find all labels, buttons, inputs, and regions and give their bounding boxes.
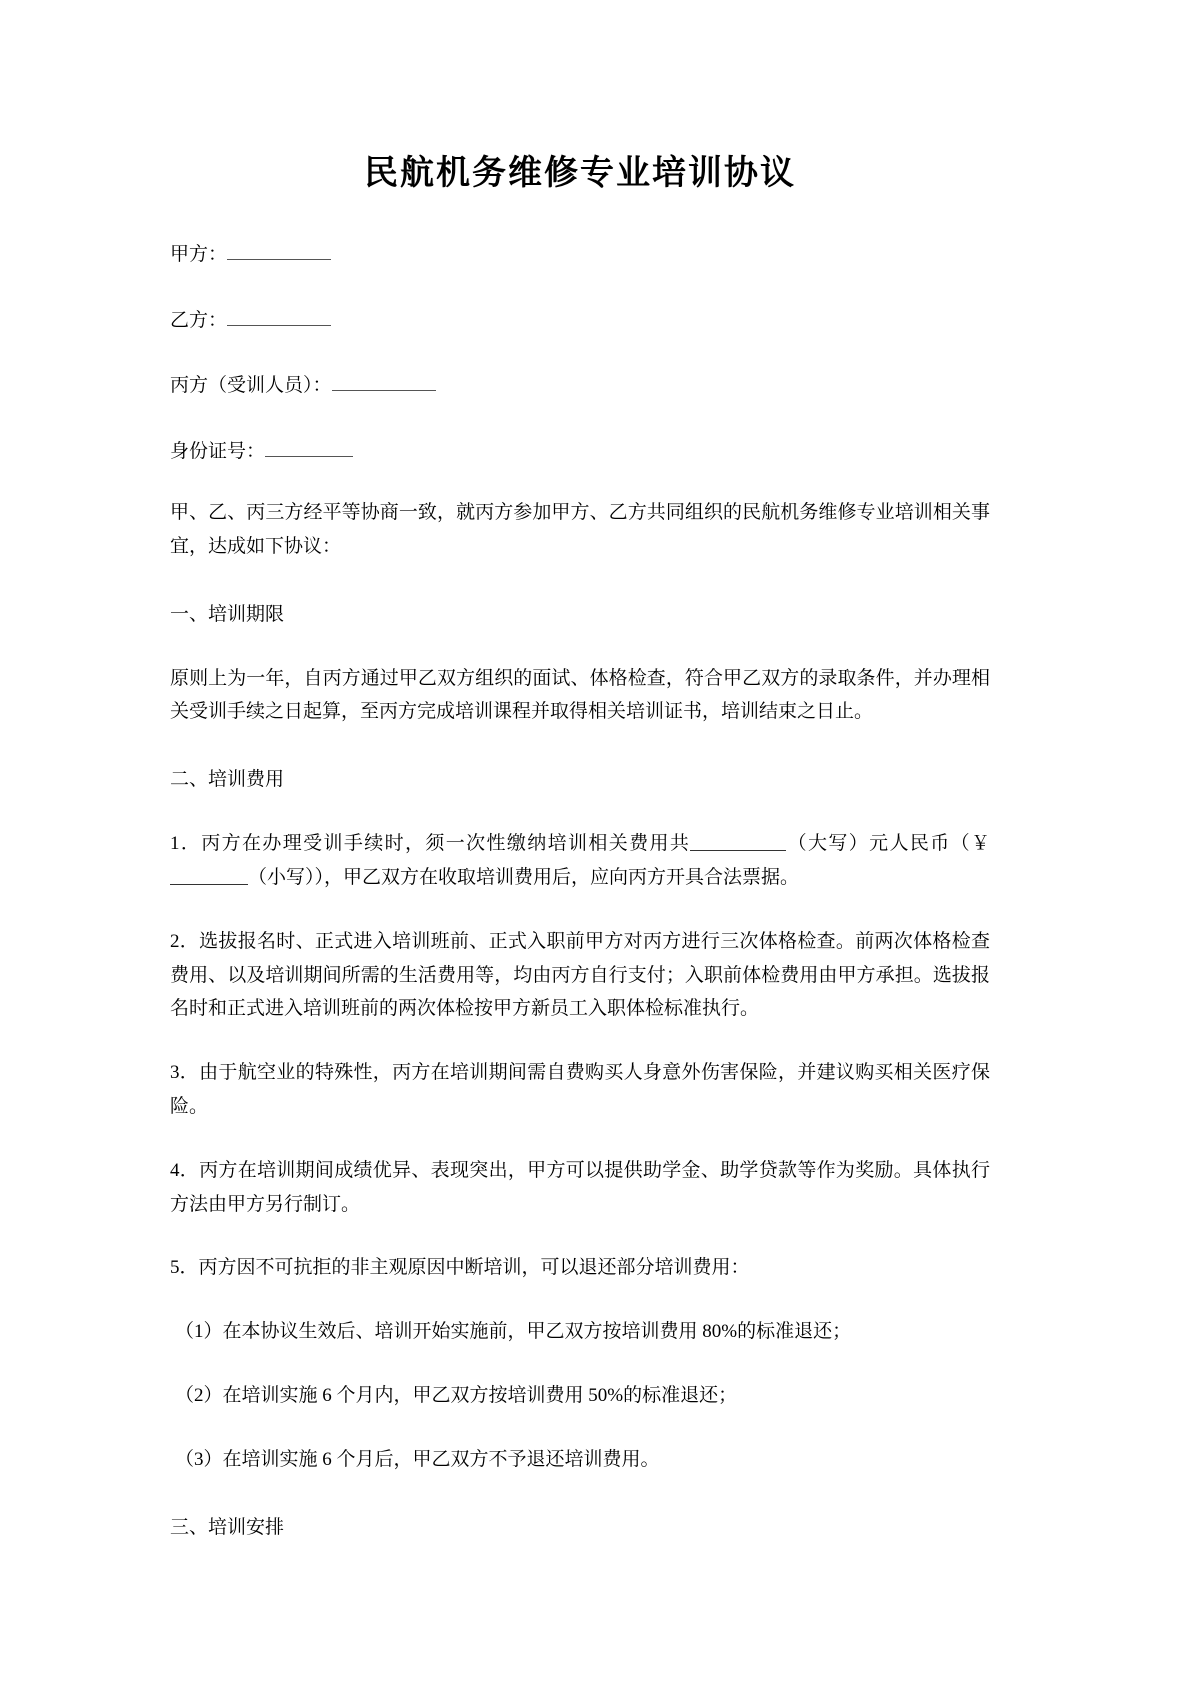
refund-subitem-1: （1）在本协议生效后、培训开始实施前，甲乙双方按培训费用 80%的标准退还； [175,1321,852,1343]
fee-item-4 [170,1154,990,1222]
section-body-1: 原则上为一年，自丙方通过甲乙双方组织的面试、体格检查，符合甲乙双方的录取条件，并办理相关受训手续之日起算，至丙方完成培训课程并取得相关培训证书，培训结束之日止。 [170,667,990,723]
party-label-id-number: 身份证号： [170,440,266,462]
fee-item-1-text-b: （大写）元人民币（￥ [786,833,990,855]
party-input-yifang[interactable] [227,306,331,326]
fee-item-3 [170,1056,990,1124]
party-field-id-number [170,437,990,467]
section-heading-1: 一、培训期限 [170,603,285,625]
fee-item-5-text: 丙方因不可抗拒的非主观原因中断培训，可以退还部分培训费用： [198,1257,750,1279]
party-input-bingfang[interactable] [332,371,436,391]
document-body [170,0,990,1544]
fee-item-4-text: 丙方在培训期间成绩优异、表现突出，甲方可以提供助学金、助学贷款等作为奖励。具体执行方法由甲方另行制订。 [170,1159,990,1215]
fee-item-3-number: 3． [170,1062,200,1084]
party-input-id-number[interactable] [265,437,353,457]
fee-item-5 [170,1251,990,1285]
page-title: 民航机务维修专业培训协议 [364,155,796,192]
fee-item-2 [170,925,990,1026]
section-heading-2: 二、培训费用 [170,769,285,791]
fee-amount-uppercase-input[interactable] [690,831,786,851]
refund-subitem-3: （3）在培训实施 6 个月后，甲乙双方不予退还培训费用。 [175,1448,660,1470]
fee-item-1-text-c: （小写）），甲乙双方在收取培训费用后，应向丙方开具合法票据。 [248,866,800,888]
party-field-bingfang [170,371,990,401]
fee-item-1 [170,827,990,895]
party-field-jiafang [170,240,990,270]
party-field-yifang [170,306,990,336]
preamble-paragraph: 甲、乙、丙三方经平等协商一致，就丙方参加甲方、乙方共同组织的民航机务维修专业培训相关事宜，达成如下协议： [170,502,990,557]
fee-item-5-number: 5． [170,1257,199,1279]
fee-item-1-text-a: 丙方在办理受训手续时，须一次性缴纳培训相关费用共 [201,833,691,855]
party-label-yifang: 乙方： [170,309,228,331]
party-input-jiafang[interactable] [227,240,331,260]
fee-item-3-text: 由于航空业的特殊性，丙方在培训期间需自费购买人身意外伤害保险，并建议购买相关医疗保险。 [170,1062,990,1117]
fee-amount-lowercase-input[interactable] [170,865,248,885]
section-heading-3: 三、培训安排 [170,1516,285,1538]
party-label-jiafang: 甲方： [170,244,228,266]
fee-item-4-number: 4． [170,1159,200,1181]
refund-subitem-2: （2）在培训实施 6 个月内，甲乙双方按培训费用 50%的标准退还； [175,1385,738,1406]
party-label-bingfang: 丙方（受训人员）： [170,375,332,397]
fee-item-2-text: 选拔报名时、正式进入培训班前、正式入职前甲方对丙方进行三次体格检查。前两次体格检查费用、以及培训期间所需的生活费用等，均由丙方自行支付；入职前体检费用由甲方承担。选拔报名时和正式进入培训班前的两次体检按甲方新员工入职体检标准执行。 [170,930,990,1020]
fee-item-1-number: 1． [170,833,202,855]
fee-item-2-number: 2． [170,930,200,952]
